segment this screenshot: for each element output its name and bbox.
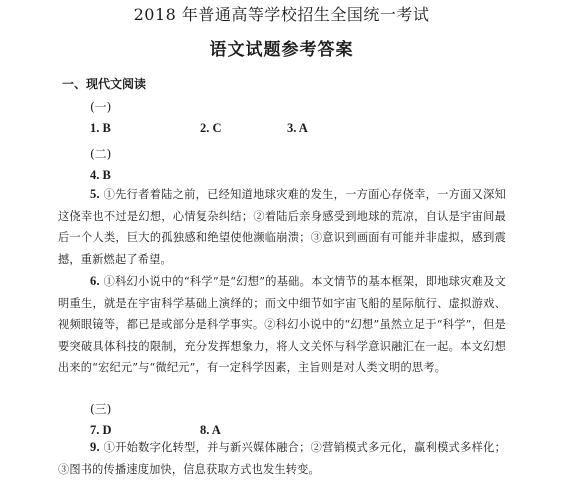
answer-8: 8. A <box>200 423 221 437</box>
part-label-3: (三) <box>90 402 112 416</box>
answer-2: 2. C <box>200 121 222 135</box>
part-label-1: (一) <box>90 100 112 114</box>
exam-header: 2018 年普通高等学校招生全国统一考试 <box>133 5 430 24</box>
answer-6 <box>58 271 506 379</box>
answer-1: 1. B <box>90 121 111 135</box>
answer-9 <box>58 437 506 480</box>
answer-3: 3. A <box>287 121 308 135</box>
answer-6-text: ①科幻小说中的“科学”是“幻想”的基础。本文情节的基本框架，即地球灾难及文明重生，就是在宇宙科学基础上演绎的；而文中细节如宇宙飞船的星际航行、虚拟游戏、视频眼镜等，都已是或部分是科学事实。②科幻小说中的“幻想”虽然立足于“科学”，但是要突破具体科技的限制，充分发挥想象力，将人文关怀与科学意识融汇在一起。本文幻想出来的“宏纪元”与“微纪元”，有一定科学因素，主旨则是对人类文明的思考。 <box>58 275 506 374</box>
answer-7: 7. D <box>90 423 112 437</box>
answer-5 <box>58 184 506 270</box>
answer-9-number: 9. <box>90 440 100 454</box>
part-label-2: (二) <box>90 147 112 161</box>
answer-4: 4. B <box>90 168 111 182</box>
answer-6-number: 6. <box>90 274 100 288</box>
page-title: 语文试题参考答案 <box>209 40 354 60</box>
answer-5-number: 5. <box>90 187 100 201</box>
answer-9-text: ①开始数字化转型，并与新兴媒体融合；②营销模式多元化，赢利模式多样化；③图书的传播速度加快，信息获取方式也发生转变。 <box>58 441 506 476</box>
section-heading: 一、现代文阅读 <box>62 77 147 91</box>
answer-5-text: ①先行者着陆之前，已经知道地球灾难的发生，一方面心存侥幸，一方面又深知这侥幸也不过是幻想，心情复杂纠结；②着陆后亲身感受到地球的荒凉，自认是宇宙间最后一个人类，巨大的孤独感和绝望使他濒临崩溃；③意识到画面有可能并非虚拟，感到震撼，重新燃起了希望。 <box>58 188 506 266</box>
